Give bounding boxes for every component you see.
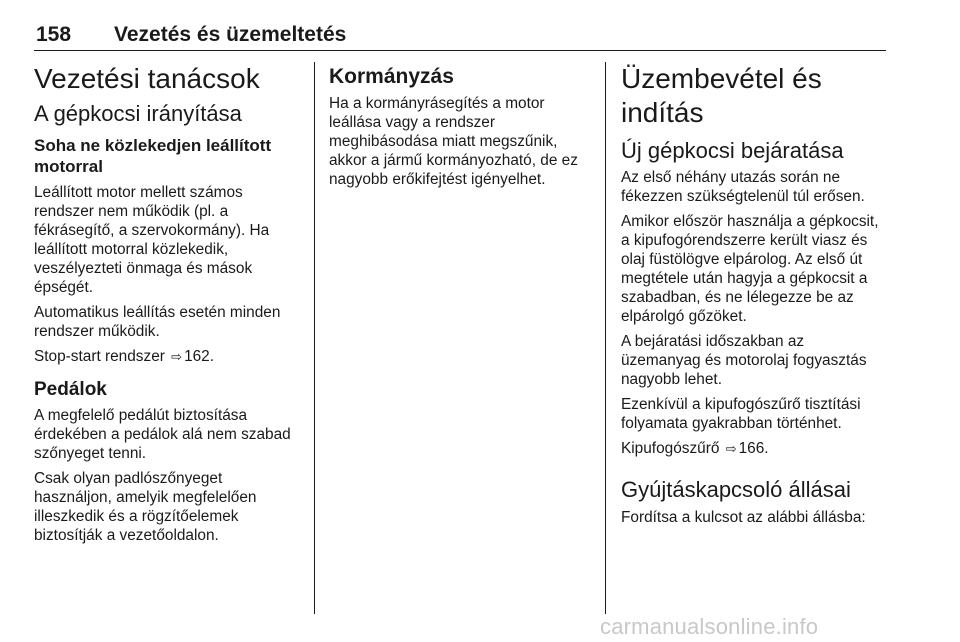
warning-heading: Soha ne közlekedjen leállított motorral <box>34 136 272 176</box>
column-middle <box>329 62 601 195</box>
section-title: Vezetés és üzemeltetés <box>114 23 347 46</box>
paragraph-first-trips: Az első néhány utazás során ne fékezzen szükségtelenül túl erősen. <box>621 169 865 205</box>
main-heading-driving-tips: Vezetési tanácsok <box>34 63 260 94</box>
heading-steering: Kormányzás <box>329 65 454 88</box>
exhaust-filter-page-ref[interactable]: 166. <box>738 440 769 457</box>
paragraph-turn-key: Fordítsa a kulcsot az alábbi állásba: <box>621 509 866 526</box>
reference-arrow-icon: ⇨ <box>171 349 183 364</box>
stop-start-link-text[interactable]: Stop-start rendszer <box>34 348 165 365</box>
paragraph-floor-mats: Csak olyan padlószőnyeget használjon, amelyik megfelelően illeszkedik és a rögzítőelemek biztosítják a vezetőoldalon. <box>34 470 257 544</box>
subheading-running-in: Új gépkocsi bejáratása <box>621 138 844 163</box>
paragraph-pedal-travel: A megfelelő pedálút biztosítása érdekében a pedálok alá nem szabad szőnyeget tenni. <box>34 407 291 462</box>
paragraph-stop-start-ref <box>34 347 304 366</box>
column-right <box>621 62 891 533</box>
main-heading-starting: Üzembevétel és indítás <box>621 63 822 128</box>
stop-start-page-ref[interactable]: 162. <box>184 348 215 365</box>
paragraph-engine-off: Leállított motor mellett számos rendszer nem működik (pl. a fékrásegítő, a szervokormány). Ha leállított motorral közlekedik, veszélyezteti önmaga és mások épségét. <box>34 184 270 296</box>
column-divider-2 <box>605 62 606 614</box>
column-left <box>34 62 304 551</box>
page-header <box>34 22 886 51</box>
paragraph-wax-oil: Amikor először használja a gépkocsit, a kipufogórendszerre került viasz és olaj füstölögve elpárolog. Az első út megtétele után hagyja a gépkocsit a szabadban, és ne lélegezze be az elpárolgó gőzöket. <box>621 213 879 325</box>
paragraph-consumption: A bejáratási időszakban az üzemanyag és motorolaj fogyasztás nagyobb lehet. <box>621 333 867 388</box>
subheading-vehicle-control: A gépkocsi irányítása <box>34 101 242 126</box>
paragraph-filter-cleaning: Ezenkívül a kipufogószűrő tisztítási folyamata gyakrabban történhet. <box>621 396 861 432</box>
page-number: 158 <box>36 23 72 46</box>
paragraph-autostop: Automatikus leállítás esetén minden rendszer működik. <box>34 304 281 340</box>
paragraph-steering: Ha a kormányrásegítés a motor leállása vagy a rendszer meghibásodása miatt megszűnik, akkor a jármű kormányozható, de ez nagyobb erőkifejtést igényelhet. <box>329 95 578 188</box>
paragraph-filter-ref <box>621 439 891 458</box>
reference-arrow-icon: ⇨ <box>725 441 737 456</box>
heading-ignition-positions: Gyújtáskapcsoló állásai <box>621 477 851 502</box>
exhaust-filter-link-text[interactable]: Kipufogószűrő <box>621 440 720 457</box>
watermark: carmanualsonline.info <box>600 614 819 639</box>
column-divider-1 <box>314 62 315 614</box>
heading-pedals: Pedálok <box>34 379 107 400</box>
